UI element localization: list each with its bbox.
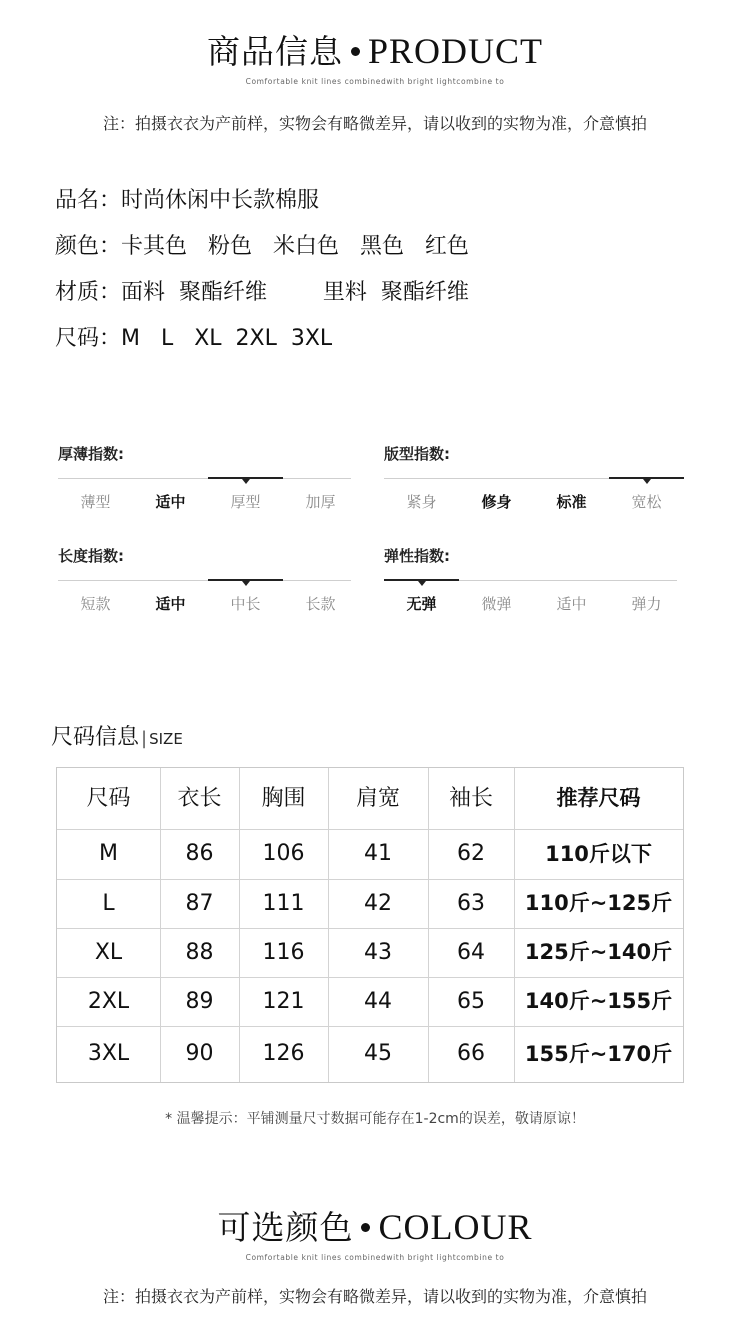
table-cell: 44 xyxy=(364,989,392,1014)
index-track xyxy=(58,478,351,479)
colour-section-header xyxy=(0,1202,750,1262)
colour-note: 注：拍摄衣衣为产前样，实物会有略微差异，请以收到的实物为准，介意慎拍 xyxy=(102,1287,647,1306)
index-option: 短款 xyxy=(80,595,111,613)
table-cell: 121 xyxy=(262,989,305,1014)
table-header-cell: 胸围 xyxy=(261,786,306,811)
table-cell: 111 xyxy=(262,891,305,916)
caret-down-icon xyxy=(242,479,250,484)
table-cell: 43 xyxy=(364,940,392,965)
table-cell: 140斤~155斤 xyxy=(524,989,673,1013)
size-table xyxy=(56,767,684,1083)
size-title-separator: | xyxy=(141,728,148,749)
info-material: 材质：面料 聚酯纤维 里料 聚酯纤维 xyxy=(55,280,469,305)
table-cell: 88 xyxy=(185,940,214,965)
index-option: 加厚 xyxy=(305,493,336,511)
table-cell: L xyxy=(102,891,115,916)
index-option: 适中 xyxy=(155,595,186,613)
index-option: 弹力 xyxy=(631,595,662,613)
index-option: 中长 xyxy=(230,595,261,613)
product-section-title xyxy=(0,26,750,73)
table-cell: 110斤以下 xyxy=(545,842,652,866)
size-title-cn: 尺码信息 xyxy=(51,725,140,750)
table-cell: 3XL xyxy=(87,1041,130,1066)
table-cell: 125斤~140斤 xyxy=(524,940,673,964)
index-option: 微弹 xyxy=(481,595,512,613)
index-option: 薄型 xyxy=(80,493,111,511)
index-title: 长度指数: xyxy=(58,547,124,565)
product-subtitle: Comfortable knit lines combinedwith bright lightcombine to xyxy=(245,77,505,86)
table-header-cell: 肩宽 xyxy=(355,786,400,811)
index-option: 适中 xyxy=(155,493,186,511)
table-header-cell: 推荐尺码 xyxy=(556,786,641,810)
index-title: 版型指数: xyxy=(384,445,450,463)
info-sizes: 尺码：M L XL 2XL 3XL xyxy=(55,326,333,351)
colour-subtitle: Comfortable knit lines combinedwith bright lightcombine to xyxy=(245,1253,505,1262)
table-header-cell: 尺码 xyxy=(86,786,131,811)
table-cell: 42 xyxy=(364,891,392,916)
product-note: 注：拍摄衣衣为产前样，实物会有略微差异，请以收到的实物为准，介意慎拍 xyxy=(102,114,647,133)
table-cell: 116 xyxy=(262,940,305,965)
size-title-en: SIZE xyxy=(149,730,183,748)
index-option: 无弹 xyxy=(406,595,437,613)
table-cell: 2XL xyxy=(87,989,130,1014)
colour-title-en: COLOUR xyxy=(378,1207,533,1247)
measurement-tip: * 温馨提示：平铺测量尺寸数据可能存在1-2cm的误差，敬请原谅！ xyxy=(165,1111,585,1127)
table-cell: M xyxy=(99,841,118,866)
table-cell: 63 xyxy=(457,891,485,916)
product-section-header xyxy=(0,26,750,86)
colour-section-title xyxy=(0,1202,750,1249)
index-track xyxy=(58,580,351,581)
table-cell: 65 xyxy=(457,989,485,1014)
table-cell: 45 xyxy=(364,1041,392,1066)
table-cell: 86 xyxy=(185,841,214,866)
caret-down-icon xyxy=(418,581,426,586)
info-name: 品名：时尚休闲中长款棉服 xyxy=(55,188,320,213)
index-title: 弹性指数: xyxy=(384,547,450,565)
index-title: 厚薄指数: xyxy=(58,445,124,463)
size-info-title xyxy=(51,720,183,751)
product-title-cn: 商品信息 xyxy=(206,32,343,71)
table-header-cell: 袖长 xyxy=(448,786,493,811)
table-cell: 106 xyxy=(262,841,305,866)
index-option: 紧身 xyxy=(406,493,437,511)
index-option: 标准 xyxy=(556,493,587,511)
table-cell: 110斤~125斤 xyxy=(524,891,673,915)
table-cell: 90 xyxy=(185,1041,214,1066)
table-cell: 89 xyxy=(185,989,214,1014)
index-option: 适中 xyxy=(556,595,587,613)
caret-down-icon xyxy=(643,479,651,484)
index-option: 修身 xyxy=(481,493,512,511)
table-cell: 155斤~170斤 xyxy=(524,1042,673,1066)
table-cell: 62 xyxy=(457,841,485,866)
caret-down-icon xyxy=(242,581,250,586)
colour-title-cn: 可选颜色 xyxy=(217,1208,354,1247)
table-cell: 66 xyxy=(457,1041,485,1066)
table-cell: 41 xyxy=(364,841,392,866)
product-title-en: PRODUCT xyxy=(367,31,544,71)
table-cell: 64 xyxy=(457,940,485,965)
table-cell: XL xyxy=(94,940,123,965)
index-option: 宽松 xyxy=(631,493,662,511)
table-cell: 126 xyxy=(262,1041,305,1066)
table-header-cell: 衣长 xyxy=(177,786,222,811)
index-option: 长款 xyxy=(305,595,336,613)
bullet-dot-icon xyxy=(361,1223,370,1232)
index-option: 厚型 xyxy=(230,493,261,511)
bullet-dot-icon xyxy=(351,47,360,56)
table-cell: 87 xyxy=(185,891,214,916)
info-colors: 颜色：卡其色 粉色 米白色 黑色 红色 xyxy=(55,234,469,259)
